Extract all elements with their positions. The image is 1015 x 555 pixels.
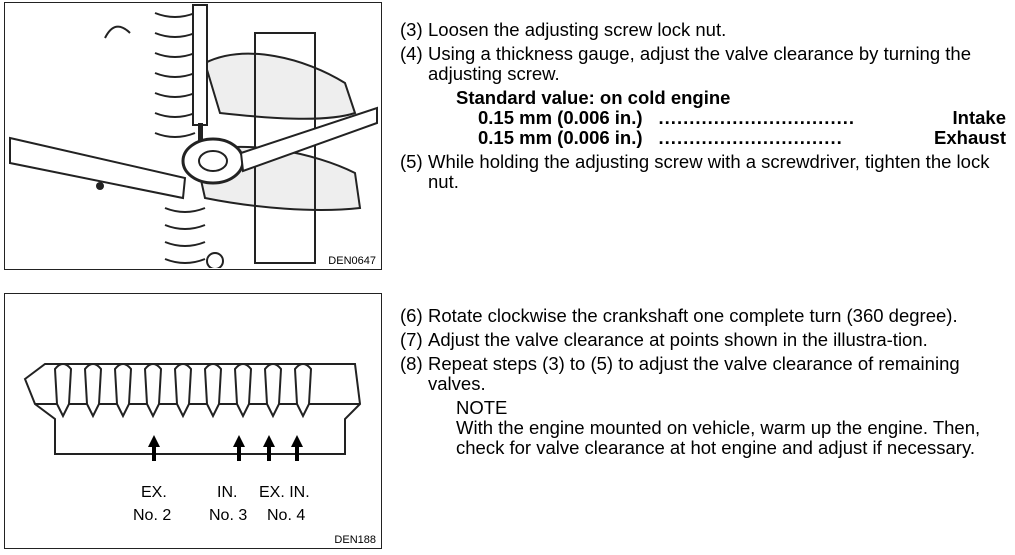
spec-heading: Standard value: on cold engine bbox=[456, 87, 731, 108]
label-in: IN. bbox=[217, 484, 238, 501]
label-no2: No. 2 bbox=[133, 507, 172, 524]
figure-valve-adjustment bbox=[4, 2, 382, 270]
instructions-bottom bbox=[400, 306, 1006, 458]
figure-code: DEN188 bbox=[334, 534, 376, 546]
spec-value: 0.15 mm (0.006 in.) bbox=[478, 127, 643, 148]
spec-row-intake bbox=[456, 108, 1006, 128]
step-3 bbox=[400, 20, 1006, 40]
spec-value: 0.15 mm (0.006 in.) bbox=[478, 107, 643, 128]
label-ex-in: EX. IN. bbox=[259, 484, 310, 501]
step-text: Using a thickness gauge, adjust the valve clearance by turning the adjusting screw. bbox=[428, 43, 971, 84]
step-text: Rotate clockwise the crankshaft one complete turn (360 degree). bbox=[428, 305, 958, 326]
note-block bbox=[400, 398, 1006, 458]
step-text: Adjust the valve clearance at points shown in the illustra-tion. bbox=[428, 329, 928, 350]
standard-value-block bbox=[400, 88, 1006, 148]
label-no4: No. 4 bbox=[267, 507, 306, 524]
note-heading: NOTE bbox=[456, 397, 508, 418]
step-5 bbox=[400, 152, 1006, 192]
step-8 bbox=[400, 354, 1006, 394]
label-no3: No. 3 bbox=[209, 507, 248, 524]
leader-dots: ................................ bbox=[658, 108, 856, 128]
step-number: (3) bbox=[400, 19, 423, 40]
spec-row-exhaust bbox=[456, 128, 1006, 148]
figure-code: DEN0647 bbox=[328, 255, 376, 267]
step-number: (5) bbox=[400, 151, 423, 172]
spec-label: Intake bbox=[952, 107, 1006, 128]
step-number: (4) bbox=[400, 43, 423, 64]
leader-dots: .............................. bbox=[658, 128, 843, 148]
step-number: (8) bbox=[400, 353, 423, 374]
valve-adjustment-illustration bbox=[5, 3, 380, 268]
figure-valve-positions bbox=[4, 293, 382, 549]
valve-positions-diagram bbox=[5, 294, 380, 547]
note-text: With the engine mounted on vehicle, warm up the engine. Then, check for valve clearance at hot engine and adjust if necessary. bbox=[456, 417, 981, 458]
step-text: Loosen the adjusting screw lock nut. bbox=[428, 19, 727, 40]
step-text: While holding the adjusting screw with a screwdriver, tighten the lock nut. bbox=[428, 151, 990, 192]
step-number: (6) bbox=[400, 305, 423, 326]
step-6 bbox=[400, 306, 1006, 326]
step-4 bbox=[400, 44, 1006, 84]
spec-label: Exhaust bbox=[934, 127, 1006, 148]
step-text: Repeat steps (3) to (5) to adjust the valve clearance of remaining valves. bbox=[428, 353, 960, 394]
instructions-top bbox=[400, 20, 1006, 196]
step-7 bbox=[400, 330, 1006, 350]
label-ex: EX. bbox=[141, 484, 167, 501]
step-number: (7) bbox=[400, 329, 423, 350]
